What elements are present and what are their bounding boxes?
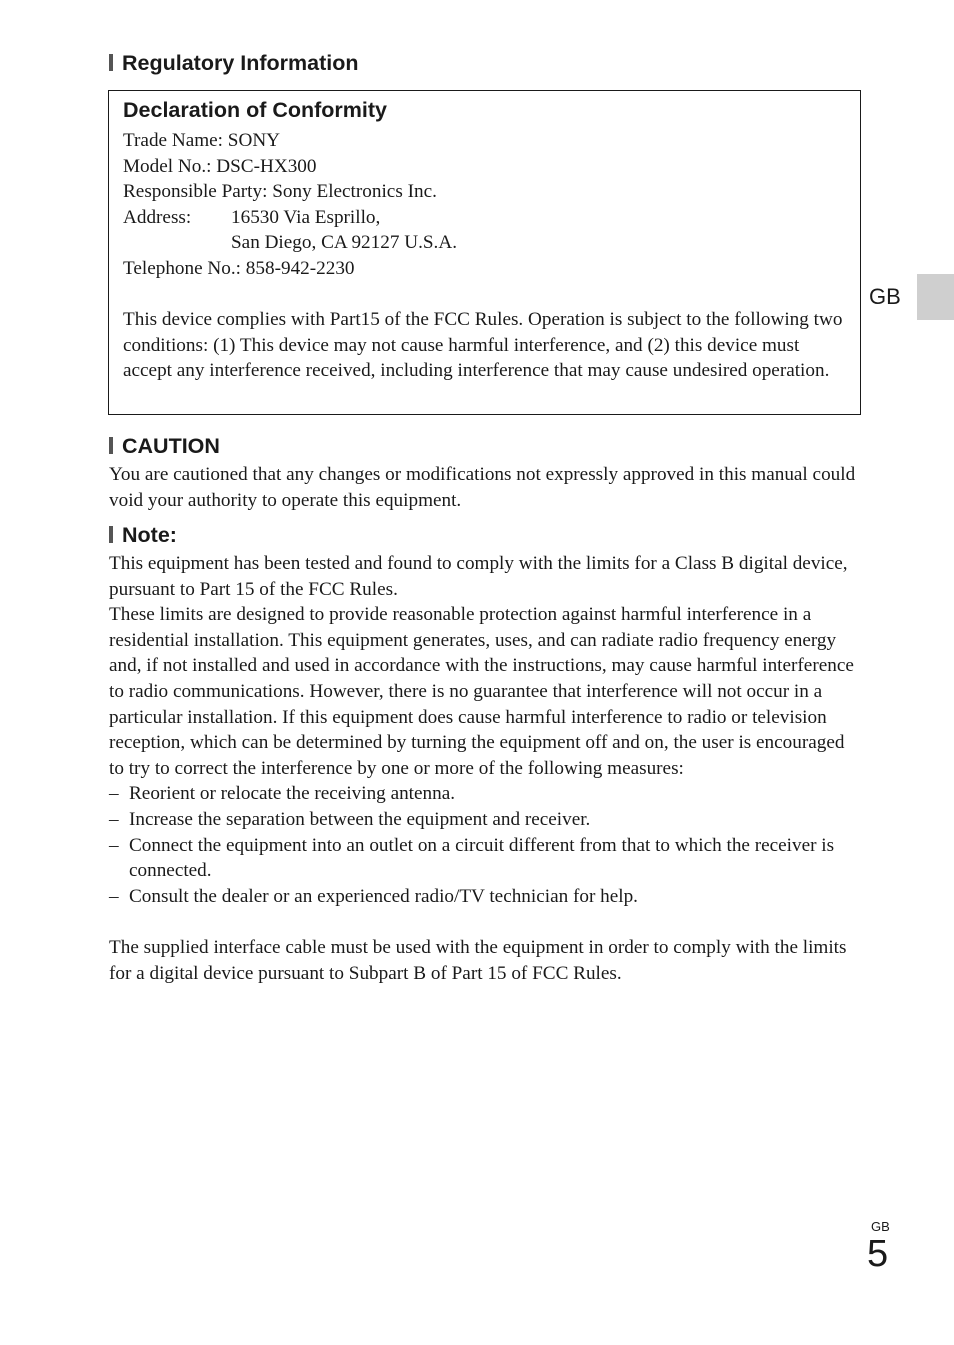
address-line-2: San Diego, CA 92127 U.S.A. [231,232,457,254]
telephone: Telephone No.: 858-942-2230 [123,257,355,279]
note-heading-text: Note: [122,523,177,547]
list-item [109,781,861,807]
dash-icon: – [109,885,119,907]
declaration-title: Declaration of Conformity [123,98,387,122]
dash-icon: – [109,834,119,856]
responsible-party: Responsible Party: Sony Electronics Inc. [123,181,437,203]
heading-bar-icon [109,437,113,454]
caution-heading-text: CAUTION [122,434,220,458]
address-row [123,205,849,231]
note-body [109,551,861,986]
closing-paragraph: The supplied interface cable must be used with the equipment in order to comply with the limits for a digital device pursuant to Subpart B of Part 15 of FCC Rules. [109,936,847,984]
measure-text: Reorient or relocate the receiving antenna. [129,783,456,805]
declaration-of-conformity-box [108,90,861,415]
dash-icon: – [109,808,119,830]
list-item [109,807,861,833]
heading-bar-icon [109,54,113,71]
note-paragraph-1: This equipment has been tested and found to comply with the limits for a Class B digital device, pursuant to Part 15 of the FCC Rules. [109,553,848,600]
note-heading [109,522,177,548]
heading-bar-icon [109,526,113,543]
note-paragraph-2: These limits are designed to provide reasonable protection against harmful interference in a residential installation. This equipment generates, uses, and can radiate radio frequency energy and, if not installed and used in accordance with the instructions, may cause harmful interference to radio communications. However, there is no guarantee that interference will not occur in a particular installation. If this equipment does cause harmful interference to radio or television reception, which can be determined by turning the equipment off and on, the user is encouraged to try to correct the interference by one or more of the following measures: [109,604,854,779]
caution-heading [109,433,220,459]
model-number: Model No.: DSC-HX300 [123,155,317,177]
measure-text: Consult the dealer or an experienced radio/TV technician for help. [129,885,638,907]
address-label: Address: [123,206,192,228]
page-number: 5 [867,1233,889,1275]
list-item [109,884,861,910]
trade-name: Trade Name: SONY [123,130,281,151]
page-language-label: GB [871,1219,890,1234]
list-item [109,833,861,884]
regulatory-heading [109,50,359,76]
measure-text: Connect the equipment into an outlet on a circuit different from that to which the receiver is connected. [129,834,835,882]
caution-text: You are cautioned that any changes or modifications not expressly approved in this manual could void your authority to operate this equipment. [109,464,856,511]
dash-icon: – [109,783,119,805]
compliance-text: This device complies with Part15 of the FCC Rules. Operation is subject to the following two conditions: (1) This device may not cause harmful interference, and (2) this device must accept any interference received, including interference that may cause undesired operation. [123,309,843,382]
measure-text: Increase the separation between the equipment and receiver. [129,808,591,830]
regulatory-heading-text: Regulatory Information [122,51,359,75]
side-tab-label: GB [869,284,901,309]
address-line-1: 16530 Via Esprillo, [231,206,381,228]
side-tab-marker [917,274,954,320]
